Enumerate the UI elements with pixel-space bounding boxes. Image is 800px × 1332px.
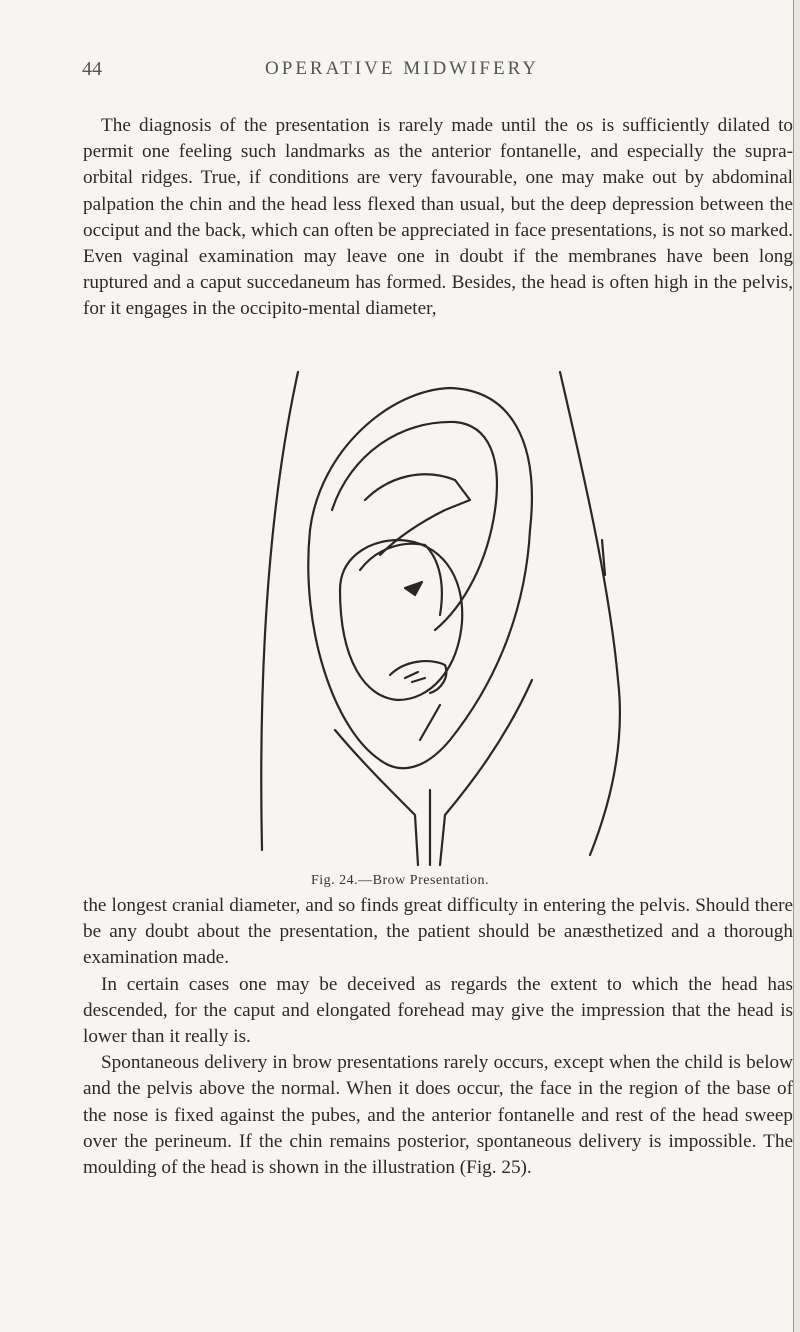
fetal-face-detail [390, 661, 446, 693]
running-title: OPERATIVE MIDWIFERY [265, 58, 539, 79]
body-text-top [83, 113, 793, 323]
fetal-brow-detail [405, 672, 425, 682]
body-text-bottom [83, 893, 793, 1181]
figure-brow-presentation [240, 360, 650, 870]
left-wall-line [261, 372, 298, 850]
paragraph-diagnosis: The diagnosis of the presentation is rarely made until the os is sufficiently dilated to permit one feeling such landmarks as the anterior fontanelle, and especially the supra-orbital ridges. True, if conditions are very favourable, one may make out by abdominal palpation the chin and the head less flexed than usual, but the deep depression between the occiput and the back, which can often be appreciated in face presentations, is not so marked. Even vaginal examination may leave one in doubt if the membranes have been long ruptured and a caput succedaneum has formed. Besides, the head is often high in the pelvis, for it engages in the occipito-mental diameter, [83, 115, 793, 320]
fetal-back-outline [332, 422, 497, 630]
paragraph-descent: In certain cases one may be deceived as regards the extent to which the head has descended, for the caput and elongated forehead may give the impression that the head is lower than it really is. [83, 973, 793, 1048]
fetal-head-outline [340, 540, 462, 700]
cervix-left [335, 730, 418, 865]
arrow-marker [405, 582, 422, 595]
brow-presentation-illustration [240, 360, 650, 870]
right-wall-line [560, 372, 620, 855]
figure-caption: Fig. 24.—Brow Presentation. [311, 873, 489, 888]
page-header [82, 58, 722, 86]
membrane-line [420, 705, 440, 740]
fetal-arm-outline [360, 544, 442, 615]
paragraph-cranial-diameter: the longest cranial diameter, and so finds great difficulty in entering the pelvis. Should there be any doubt about the presentation, the patient should be anæsthetized and a thorough examination made. [83, 895, 793, 969]
page-edge-shadow [793, 0, 800, 1332]
paragraph-spontaneous-delivery: Spontaneous delivery in brow presentations rarely occurs, except when the child is below and the pelvis above the normal. When it does occur, the face in the region of the base of the nose is fixed against the pubes, and the anterior fontanelle and rest of the head sweep over the perineum. If the chin remains posterior, spontaneous delivery is impossible. The moulding of the head is shown in the illustration (Fig. 25). [83, 1052, 793, 1179]
cervix-right [440, 680, 532, 865]
page-number: 44 [82, 58, 102, 80]
